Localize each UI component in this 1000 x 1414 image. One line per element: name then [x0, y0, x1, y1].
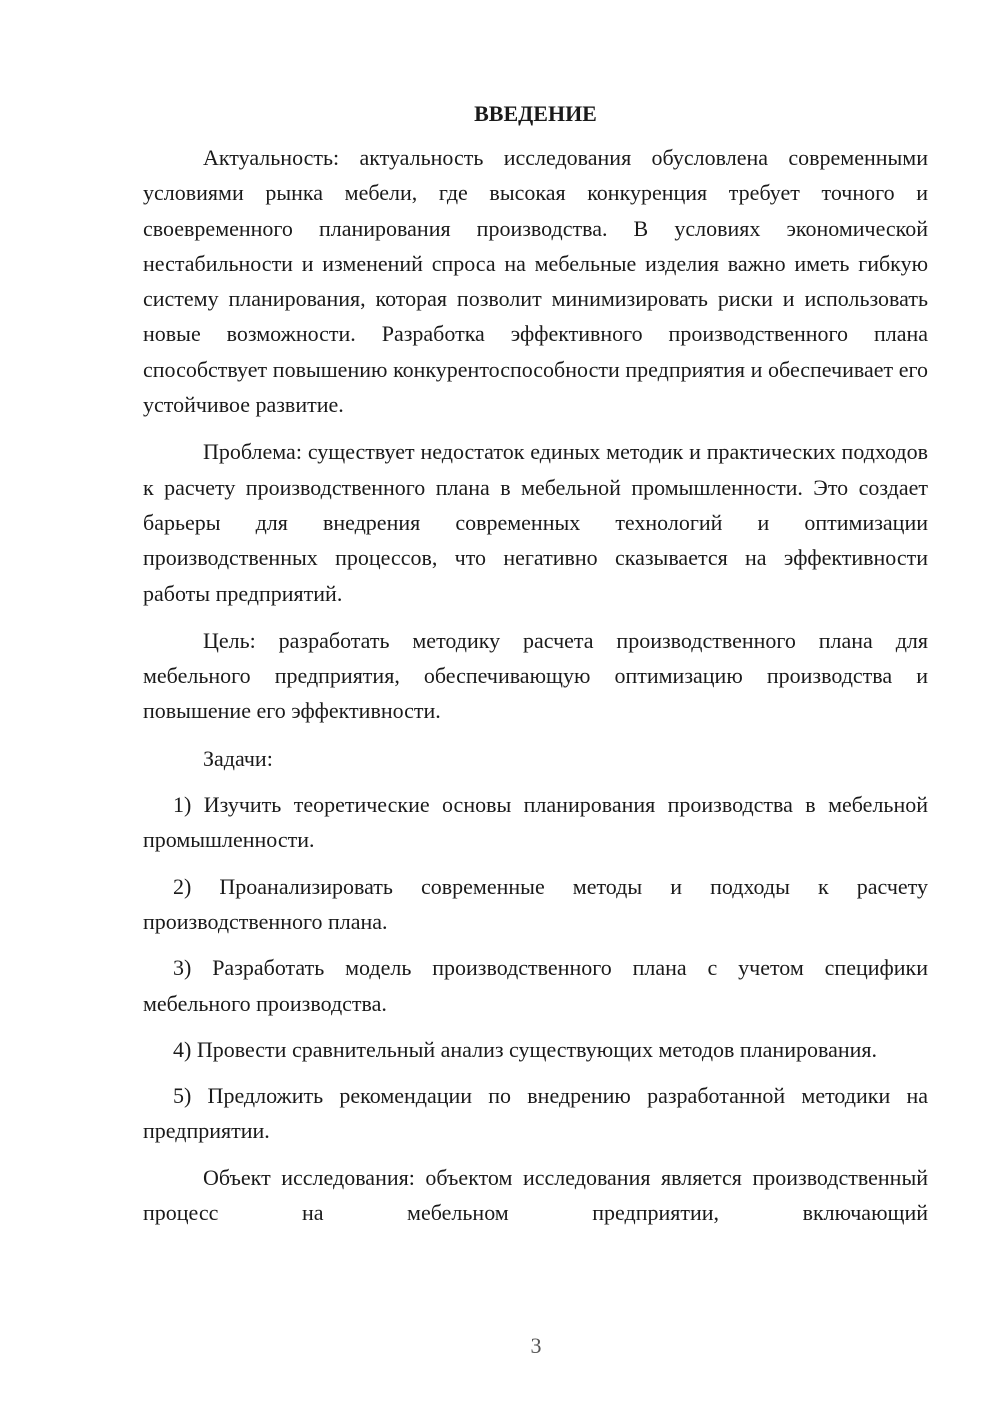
task-item: 2) Проанализировать современные методы и подходы к расчету производственного плана. [143, 873, 928, 934]
section-title: ВВЕДЕНИЕ [474, 101, 597, 126]
relevance-paragraph: Актуальность: актуальность исследования обусловлена современными условиями рынка мебели, где высокая конкуренция требует точного и своевременного планирования производства. В условиях экономической нестабильности и изменений спроса на мебельные изделия важно иметь гибкую систему планирования, которая позволит минимизировать риски и использовать новые возможности. Разработка эффективного производственного плана способствует повышению конкурентоспособности предприятия и обеспечивает его устойчивое развитие. [143, 145, 928, 418]
task-item: 4) Провести сравнительный анализ существующих методов планирования. [173, 1036, 877, 1062]
object-paragraph: Объект исследования: объектом исследования является производственный процесс на мебельном предприятии, включающий [143, 1164, 928, 1226]
document-body [143, 96, 928, 1242]
tasks-heading: Задачи: [203, 745, 273, 771]
task-item: 3) Разработать модель производственного плана с учетом специфики мебельного производства. [143, 955, 928, 1016]
task-item: 5) Предложить рекомендации по внедрению разработанной методики на предприятии. [143, 1083, 928, 1144]
goal-paragraph: Цель: разработать методику расчета производственного плана для мебельного предприятия, обеспечивающую оптимизацию производства и повышение его эффективности. [143, 627, 928, 724]
page-number: 3 [530, 1333, 542, 1358]
problem-paragraph: Проблема: существует недостаток единых методик и практических подходов к расчету производственного плана в мебельной промышленности. Это создает барьеры для внедрения современных технологий и оптимизации производственных процессов, что негативно сказывается на эффективности работы предприятий. [143, 439, 928, 606]
task-item: 1) Изучить теоретические основы планирования производства в мебельной промышленности. [143, 792, 928, 853]
